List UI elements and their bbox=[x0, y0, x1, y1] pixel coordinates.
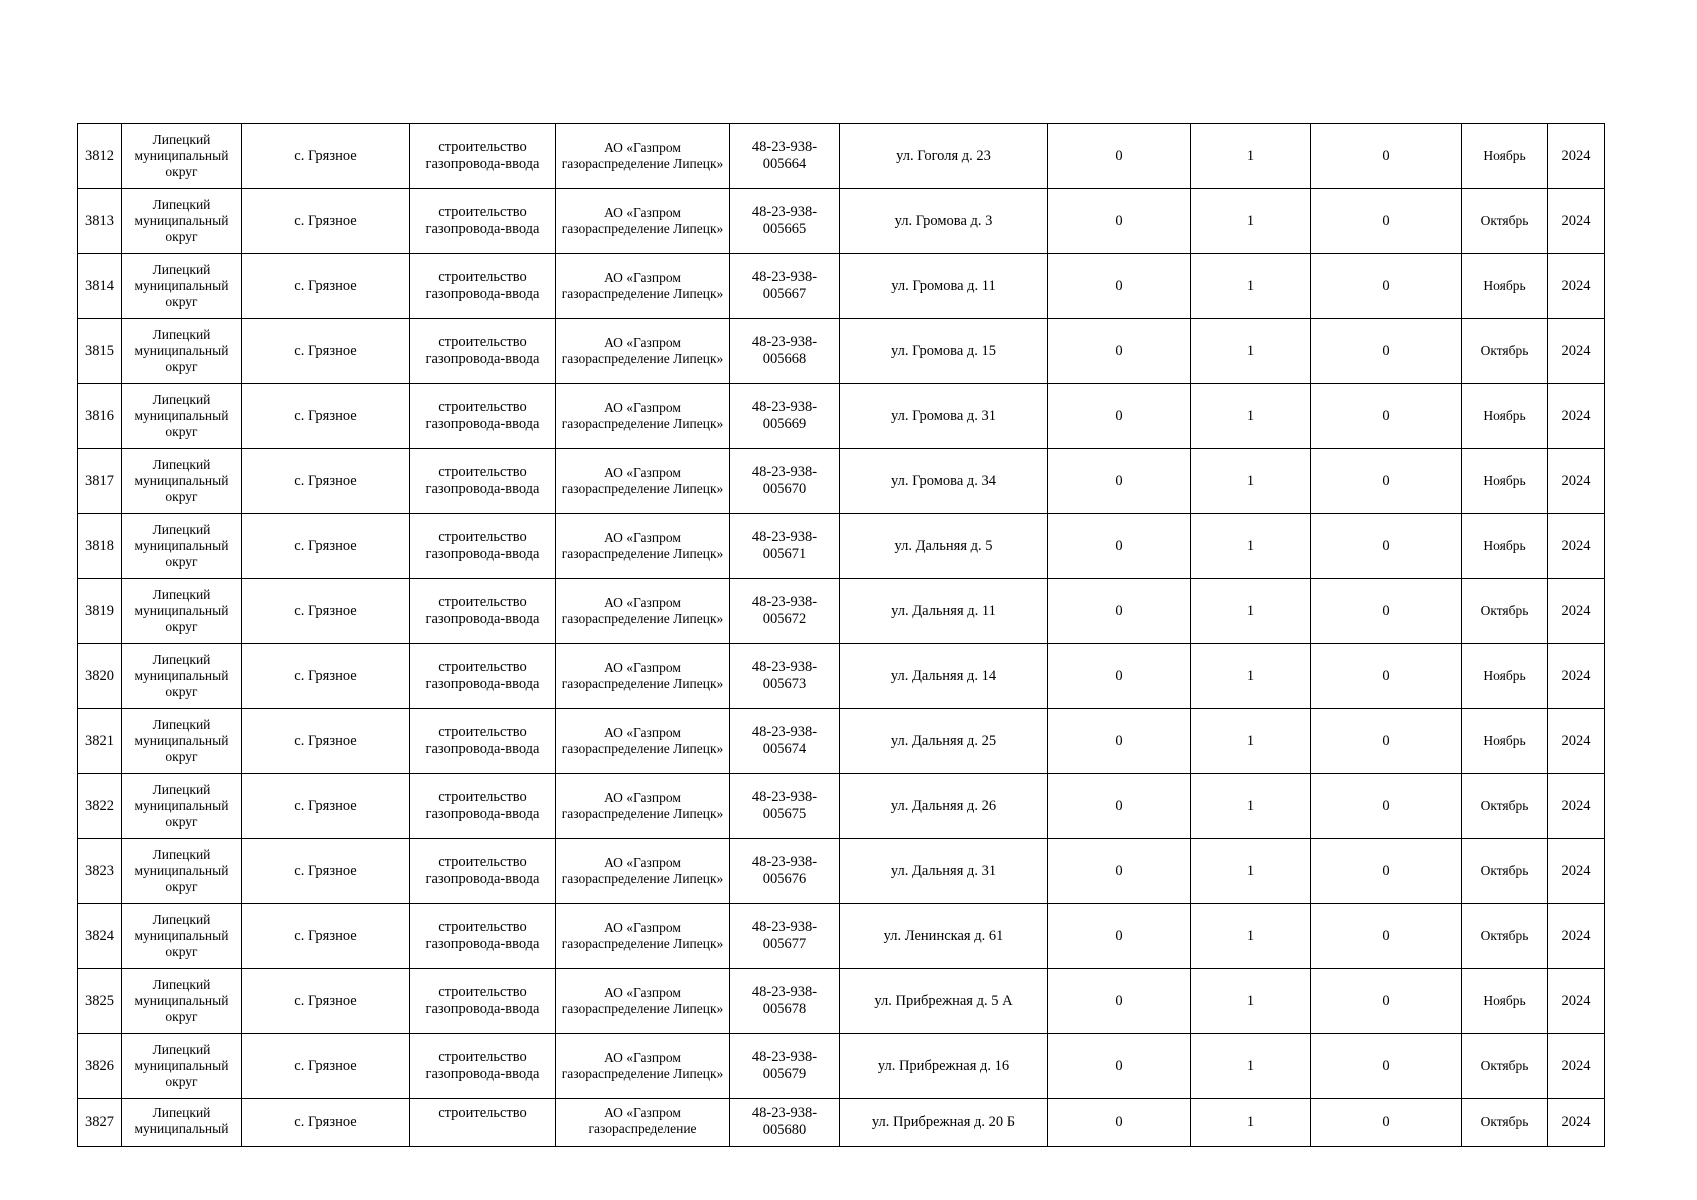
object-code-cell: 48-23-938-005664 bbox=[730, 124, 840, 189]
count-2-cell: 1 bbox=[1191, 904, 1311, 969]
district-cell: Липецкий муниципальный округ bbox=[122, 709, 242, 774]
year-cell: 2024 bbox=[1548, 904, 1605, 969]
month-cell: Ноябрь bbox=[1462, 384, 1548, 449]
month-cell: Октябрь bbox=[1462, 774, 1548, 839]
table-row bbox=[78, 969, 1605, 1034]
count-2-cell: 1 bbox=[1191, 774, 1311, 839]
count-2-cell: 1 bbox=[1191, 514, 1311, 579]
month-cell: Ноябрь bbox=[1462, 449, 1548, 514]
table-row bbox=[78, 254, 1605, 319]
organization-cell: АО «Газпром газораспределение Липецк» bbox=[556, 319, 730, 384]
object-code-cell: 48-23-938-005677 bbox=[730, 904, 840, 969]
work-type-cell: строительство газопровода-ввода bbox=[410, 969, 556, 1034]
district-cell: Липецкий муниципальный округ bbox=[122, 124, 242, 189]
settlement-cell: с. Грязное bbox=[242, 189, 410, 254]
work-type-cell: строительство газопровода-ввода bbox=[410, 1034, 556, 1099]
organization-cell: АО «Газпром газораспределение Липецк» bbox=[556, 774, 730, 839]
district-cell: Липецкий муниципальный округ bbox=[122, 514, 242, 579]
organization-cell: АО «Газпром газораспределение Липецк» bbox=[556, 969, 730, 1034]
row-number-cell: 3826 bbox=[78, 1034, 122, 1099]
settlement-cell: с. Грязное bbox=[242, 904, 410, 969]
year-cell: 2024 bbox=[1548, 449, 1605, 514]
district-cell: Липецкий муниципальный округ bbox=[122, 774, 242, 839]
year-cell: 2024 bbox=[1548, 254, 1605, 319]
settlement-cell: с. Грязное bbox=[242, 774, 410, 839]
row-number-cell: 3815 bbox=[78, 319, 122, 384]
count-3-cell: 0 bbox=[1311, 839, 1462, 904]
year-cell: 2024 bbox=[1548, 969, 1605, 1034]
work-type-cell: строительство газопровода-ввода bbox=[410, 189, 556, 254]
year-cell: 2024 bbox=[1548, 189, 1605, 254]
row-number-cell: 3812 bbox=[78, 124, 122, 189]
row-number-cell: 3825 bbox=[78, 969, 122, 1034]
count-3-cell: 0 bbox=[1311, 384, 1462, 449]
count-1-cell: 0 bbox=[1048, 189, 1191, 254]
month-cell: Октябрь bbox=[1462, 904, 1548, 969]
table-row bbox=[78, 709, 1605, 774]
address-cell: ул. Дальняя д. 11 bbox=[840, 579, 1048, 644]
organization-cell: АО «Газпром газораспределение Липецк» bbox=[556, 904, 730, 969]
address-cell: ул. Дальняя д. 31 bbox=[840, 839, 1048, 904]
count-3-cell: 0 bbox=[1311, 709, 1462, 774]
address-cell: ул. Прибрежная д. 5 А bbox=[840, 969, 1048, 1034]
work-type-cell: строительство газопровода-ввода bbox=[410, 579, 556, 644]
settlement-cell: с. Грязное bbox=[242, 839, 410, 904]
count-3-cell: 0 bbox=[1311, 189, 1462, 254]
work-type-cell: строительство газопровода-ввода bbox=[410, 839, 556, 904]
count-2-cell: 1 bbox=[1191, 1034, 1311, 1099]
district-cell: Липецкий муниципальный округ bbox=[122, 384, 242, 449]
count-2-cell: 1 bbox=[1191, 124, 1311, 189]
table-row bbox=[78, 1099, 1605, 1147]
count-3-cell: 0 bbox=[1311, 514, 1462, 579]
count-2-cell: 1 bbox=[1191, 384, 1311, 449]
year-cell: 2024 bbox=[1548, 644, 1605, 709]
object-code-cell: 48-23-938-005669 bbox=[730, 384, 840, 449]
address-cell: ул. Прибрежная д. 20 Б bbox=[840, 1099, 1048, 1147]
organization-cell: АО «Газпром газораспределение Липецк» bbox=[556, 1034, 730, 1099]
row-number-cell: 3819 bbox=[78, 579, 122, 644]
gas-connection-table bbox=[77, 123, 1605, 1147]
district-cell: Липецкий муниципальный bbox=[122, 1099, 242, 1147]
month-cell: Октябрь bbox=[1462, 839, 1548, 904]
address-cell: ул. Дальняя д. 14 bbox=[840, 644, 1048, 709]
work-type-cell: строительство газопровода-ввода bbox=[410, 254, 556, 319]
object-code-cell: 48-23-938-005670 bbox=[730, 449, 840, 514]
address-cell: ул. Дальняя д. 25 bbox=[840, 709, 1048, 774]
work-type-cell: строительство газопровода-ввода bbox=[410, 319, 556, 384]
month-cell: Октябрь bbox=[1462, 189, 1548, 254]
count-3-cell: 0 bbox=[1311, 319, 1462, 384]
year-cell: 2024 bbox=[1548, 774, 1605, 839]
count-2-cell: 1 bbox=[1191, 189, 1311, 254]
organization-cell: АО «Газпром газораспределение Липецк» bbox=[556, 254, 730, 319]
organization-cell: АО «Газпром газораспределение Липецк» bbox=[556, 124, 730, 189]
table-row bbox=[78, 1034, 1605, 1099]
work-type-cell: строительство газопровода-ввода bbox=[410, 514, 556, 579]
document-page bbox=[77, 123, 1605, 1147]
district-cell: Липецкий муниципальный округ bbox=[122, 579, 242, 644]
count-3-cell: 0 bbox=[1311, 449, 1462, 514]
count-1-cell: 0 bbox=[1048, 514, 1191, 579]
count-1-cell: 0 bbox=[1048, 1034, 1191, 1099]
district-cell: Липецкий муниципальный округ bbox=[122, 254, 242, 319]
address-cell: ул. Громова д. 3 bbox=[840, 189, 1048, 254]
settlement-cell: с. Грязное bbox=[242, 514, 410, 579]
year-cell: 2024 bbox=[1548, 839, 1605, 904]
district-cell: Липецкий муниципальный округ bbox=[122, 189, 242, 254]
address-cell: ул. Ленинская д. 61 bbox=[840, 904, 1048, 969]
object-code-cell: 48-23-938-005680 bbox=[730, 1099, 840, 1147]
object-code-cell: 48-23-938-005672 bbox=[730, 579, 840, 644]
count-2-cell: 1 bbox=[1191, 319, 1311, 384]
month-cell: Ноябрь bbox=[1462, 709, 1548, 774]
work-type-cell: строительство газопровода-ввода bbox=[410, 774, 556, 839]
settlement-cell: с. Грязное bbox=[242, 384, 410, 449]
settlement-cell: с. Грязное bbox=[242, 579, 410, 644]
count-1-cell: 0 bbox=[1048, 384, 1191, 449]
count-1-cell: 0 bbox=[1048, 579, 1191, 644]
address-cell: ул. Дальняя д. 26 bbox=[840, 774, 1048, 839]
organization-cell: АО «Газпром газораспределение Липецк» bbox=[556, 644, 730, 709]
table-row bbox=[78, 644, 1605, 709]
address-cell: ул. Громова д. 34 bbox=[840, 449, 1048, 514]
district-cell: Липецкий муниципальный округ bbox=[122, 644, 242, 709]
count-2-cell: 1 bbox=[1191, 709, 1311, 774]
table-row bbox=[78, 774, 1605, 839]
month-cell: Ноябрь bbox=[1462, 644, 1548, 709]
count-2-cell: 1 bbox=[1191, 969, 1311, 1034]
organization-cell: АО «Газпром газораспределение bbox=[556, 1099, 730, 1147]
work-type-cell: строительство газопровода-ввода bbox=[410, 124, 556, 189]
month-cell: Октябрь bbox=[1462, 319, 1548, 384]
table-row bbox=[78, 514, 1605, 579]
address-cell: ул. Громова д. 15 bbox=[840, 319, 1048, 384]
object-code-cell: 48-23-938-005676 bbox=[730, 839, 840, 904]
object-code-cell: 48-23-938-005671 bbox=[730, 514, 840, 579]
month-cell: Ноябрь bbox=[1462, 514, 1548, 579]
settlement-cell: с. Грязное bbox=[242, 709, 410, 774]
count-3-cell: 0 bbox=[1311, 969, 1462, 1034]
row-number-cell: 3827 bbox=[78, 1099, 122, 1147]
count-2-cell: 1 bbox=[1191, 449, 1311, 514]
district-cell: Липецкий муниципальный округ bbox=[122, 904, 242, 969]
count-3-cell: 0 bbox=[1311, 774, 1462, 839]
row-number-cell: 3820 bbox=[78, 644, 122, 709]
work-type-cell: строительство bbox=[410, 1099, 556, 1147]
table-row bbox=[78, 839, 1605, 904]
count-2-cell: 1 bbox=[1191, 1099, 1311, 1147]
table-row bbox=[78, 449, 1605, 514]
count-1-cell: 0 bbox=[1048, 1099, 1191, 1147]
district-cell: Липецкий муниципальный округ bbox=[122, 1034, 242, 1099]
count-3-cell: 0 bbox=[1311, 124, 1462, 189]
row-number-cell: 3816 bbox=[78, 384, 122, 449]
row-number-cell: 3824 bbox=[78, 904, 122, 969]
count-2-cell: 1 bbox=[1191, 839, 1311, 904]
settlement-cell: с. Грязное bbox=[242, 1034, 410, 1099]
district-cell: Липецкий муниципальный округ bbox=[122, 319, 242, 384]
count-1-cell: 0 bbox=[1048, 254, 1191, 319]
count-1-cell: 0 bbox=[1048, 969, 1191, 1034]
count-3-cell: 0 bbox=[1311, 579, 1462, 644]
row-number-cell: 3823 bbox=[78, 839, 122, 904]
year-cell: 2024 bbox=[1548, 124, 1605, 189]
month-cell: Октябрь bbox=[1462, 579, 1548, 644]
row-number-cell: 3813 bbox=[78, 189, 122, 254]
table-row bbox=[78, 904, 1605, 969]
address-cell: ул. Громова д. 31 bbox=[840, 384, 1048, 449]
year-cell: 2024 bbox=[1548, 1099, 1605, 1147]
row-number-cell: 3814 bbox=[78, 254, 122, 319]
table-row bbox=[78, 384, 1605, 449]
row-number-cell: 3822 bbox=[78, 774, 122, 839]
row-number-cell: 3821 bbox=[78, 709, 122, 774]
organization-cell: АО «Газпром газораспределение Липецк» bbox=[556, 189, 730, 254]
organization-cell: АО «Газпром газораспределение Липецк» bbox=[556, 579, 730, 644]
object-code-cell: 48-23-938-005678 bbox=[730, 969, 840, 1034]
count-2-cell: 1 bbox=[1191, 579, 1311, 644]
address-cell: ул. Громова д. 11 bbox=[840, 254, 1048, 319]
month-cell: Октябрь bbox=[1462, 1099, 1548, 1147]
year-cell: 2024 bbox=[1548, 514, 1605, 579]
year-cell: 2024 bbox=[1548, 319, 1605, 384]
organization-cell: АО «Газпром газораспределение Липецк» bbox=[556, 709, 730, 774]
count-3-cell: 0 bbox=[1311, 644, 1462, 709]
count-1-cell: 0 bbox=[1048, 449, 1191, 514]
count-2-cell: 1 bbox=[1191, 644, 1311, 709]
year-cell: 2024 bbox=[1548, 1034, 1605, 1099]
row-number-cell: 3817 bbox=[78, 449, 122, 514]
organization-cell: АО «Газпром газораспределение Липецк» bbox=[556, 449, 730, 514]
year-cell: 2024 bbox=[1548, 579, 1605, 644]
work-type-cell: строительство газопровода-ввода bbox=[410, 644, 556, 709]
work-type-cell: строительство газопровода-ввода bbox=[410, 384, 556, 449]
object-code-cell: 48-23-938-005679 bbox=[730, 1034, 840, 1099]
table-row bbox=[78, 189, 1605, 254]
object-code-cell: 48-23-938-005673 bbox=[730, 644, 840, 709]
settlement-cell: с. Грязное bbox=[242, 644, 410, 709]
count-1-cell: 0 bbox=[1048, 644, 1191, 709]
count-3-cell: 0 bbox=[1311, 904, 1462, 969]
count-2-cell: 1 bbox=[1191, 254, 1311, 319]
object-code-cell: 48-23-938-005675 bbox=[730, 774, 840, 839]
organization-cell: АО «Газпром газораспределение Липецк» bbox=[556, 514, 730, 579]
organization-cell: АО «Газпром газораспределение Липецк» bbox=[556, 384, 730, 449]
district-cell: Липецкий муниципальный округ bbox=[122, 449, 242, 514]
object-code-cell: 48-23-938-005674 bbox=[730, 709, 840, 774]
month-cell: Ноябрь bbox=[1462, 969, 1548, 1034]
work-type-cell: строительство газопровода-ввода bbox=[410, 449, 556, 514]
settlement-cell: с. Грязное bbox=[242, 319, 410, 384]
year-cell: 2024 bbox=[1548, 384, 1605, 449]
count-3-cell: 0 bbox=[1311, 254, 1462, 319]
object-code-cell: 48-23-938-005668 bbox=[730, 319, 840, 384]
count-3-cell: 0 bbox=[1311, 1034, 1462, 1099]
district-cell: Липецкий муниципальный округ bbox=[122, 839, 242, 904]
settlement-cell: с. Грязное bbox=[242, 124, 410, 189]
table-row bbox=[78, 124, 1605, 189]
month-cell: Октябрь bbox=[1462, 1034, 1548, 1099]
count-1-cell: 0 bbox=[1048, 839, 1191, 904]
month-cell: Ноябрь bbox=[1462, 124, 1548, 189]
address-cell: ул. Гоголя д. 23 bbox=[840, 124, 1048, 189]
work-type-cell: строительство газопровода-ввода bbox=[410, 709, 556, 774]
settlement-cell: с. Грязное bbox=[242, 254, 410, 319]
count-1-cell: 0 bbox=[1048, 709, 1191, 774]
address-cell: ул. Прибрежная д. 16 bbox=[840, 1034, 1048, 1099]
table-row bbox=[78, 319, 1605, 384]
settlement-cell: с. Грязное bbox=[242, 1099, 410, 1147]
table-body bbox=[78, 124, 1605, 1147]
count-3-cell: 0 bbox=[1311, 1099, 1462, 1147]
organization-cell: АО «Газпром газораспределение Липецк» bbox=[556, 839, 730, 904]
district-cell: Липецкий муниципальный округ bbox=[122, 969, 242, 1034]
row-number-cell: 3818 bbox=[78, 514, 122, 579]
month-cell: Ноябрь bbox=[1462, 254, 1548, 319]
count-1-cell: 0 bbox=[1048, 774, 1191, 839]
object-code-cell: 48-23-938-005665 bbox=[730, 189, 840, 254]
settlement-cell: с. Грязное bbox=[242, 969, 410, 1034]
settlement-cell: с. Грязное bbox=[242, 449, 410, 514]
work-type-cell: строительство газопровода-ввода bbox=[410, 904, 556, 969]
address-cell: ул. Дальняя д. 5 bbox=[840, 514, 1048, 579]
object-code-cell: 48-23-938-005667 bbox=[730, 254, 840, 319]
year-cell: 2024 bbox=[1548, 709, 1605, 774]
table-row bbox=[78, 579, 1605, 644]
count-1-cell: 0 bbox=[1048, 319, 1191, 384]
count-1-cell: 0 bbox=[1048, 124, 1191, 189]
count-1-cell: 0 bbox=[1048, 904, 1191, 969]
